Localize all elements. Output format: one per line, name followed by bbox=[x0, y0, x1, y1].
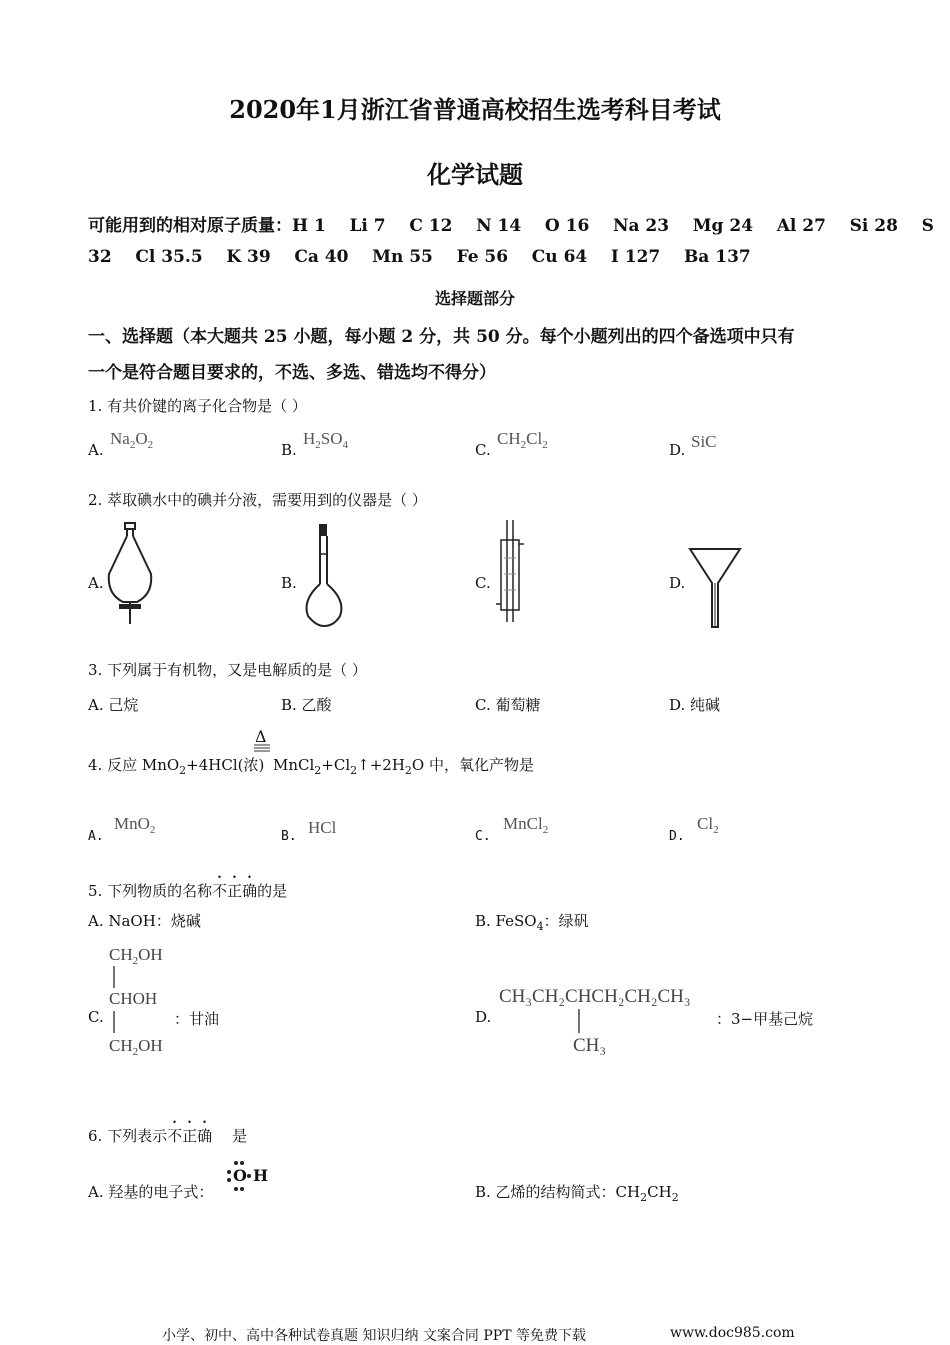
q3-option-c: C. 葡萄糖 bbox=[475, 696, 541, 714]
q4-stem-part-2: $MnCl_2+Cl_2↑+2H_2O$ 中，氧化产物是 bbox=[273, 756, 534, 777]
q1-option-c-formula: $CH_2Cl_2$ bbox=[497, 429, 548, 451]
section-part-title: 选择题部分 bbox=[434, 289, 515, 308]
page-subtitle: 化学试题 bbox=[427, 160, 523, 189]
q1-option-a-label: A. bbox=[88, 441, 104, 459]
q6-stem: 6. 下列表示不正确 是 bbox=[88, 1127, 248, 1145]
q4-option-b-formula: HCl bbox=[308, 818, 337, 837]
methylhexane-branch: CH₃ bbox=[573, 1035, 607, 1056]
q1-option-b-formula: $H_2SO_4$ bbox=[303, 429, 349, 451]
q2-option-d-label: D. bbox=[669, 574, 686, 592]
q4-option-c-formula: MnCl$_2$ bbox=[503, 814, 549, 836]
q1-option-c-label: C. bbox=[475, 441, 491, 459]
q3-option-a: A. 己烷 bbox=[88, 696, 139, 714]
q3-stem: 3. 下列属于有机物，又是电解质的是（ ） bbox=[88, 661, 367, 679]
q5-emphasis: 不正确 bbox=[212, 882, 258, 900]
q3-option-b: B. 乙酸 bbox=[281, 696, 332, 714]
page-title: 2020年1月浙江省普通高校招生选考科目考试 bbox=[229, 95, 721, 124]
hydroxyl-h: H bbox=[253, 1166, 269, 1185]
q6-option-b: B. 乙烯的结构简式：$CH_2CH_2$ bbox=[475, 1183, 679, 1204]
glycerol-line-2: CHOH bbox=[109, 989, 158, 1008]
q4-option-c-label: C. bbox=[475, 829, 491, 844]
q4-option-b-label: B. bbox=[281, 829, 297, 844]
q4-option-a-formula: MnO$_2$ bbox=[114, 814, 156, 836]
q1-option-b-label: B. bbox=[281, 441, 297, 459]
q5-option-c-name: ：甘油 bbox=[174, 1010, 220, 1028]
glycerol-bond-2-icon bbox=[112, 1011, 116, 1035]
q4-heat-condition: Δ bbox=[255, 727, 267, 746]
separatory-funnel-icon bbox=[105, 522, 155, 630]
section-heading-line-1: 一、选择题（本大题共 25 小题，每小题 2 分，共 50 分。每个小题列出的四个备选项中只有 bbox=[88, 327, 795, 347]
q2-option-b-label: B. bbox=[281, 574, 297, 592]
q1-option-a-formula: $Na_2O_2$ bbox=[110, 429, 154, 451]
q2-stem: 2. 萃取碘水中的碘并分液，需要用到的仪器是（ ） bbox=[88, 491, 427, 509]
footer-text: 小学、初中、高中各种试卷真题 知识归纳 文案合同 PPT 等免费下载 bbox=[162, 1328, 586, 1344]
q2-option-c-label: C. bbox=[475, 574, 491, 592]
section-heading-line-2: 一个是符合题目要求的，不选、多选、错选均不得分） bbox=[88, 363, 496, 383]
methylhexane-bond-icon bbox=[577, 1009, 581, 1035]
methylhexane-chain: CH₃CH₂CHCH₂CH₂CH₃ bbox=[499, 986, 691, 1007]
glycerol-bond-1-icon bbox=[112, 966, 116, 990]
q1-option-d-formula: SiC bbox=[691, 432, 717, 451]
q3-option-d: D. 纯碱 bbox=[669, 696, 721, 714]
q5-stem: 5. 下列物质的名称不正确的是 bbox=[88, 882, 288, 900]
atomic-mass-line-2: 32 Cl 35.5 K 39 Ca 40 Mn 55 Fe 56 Cu 64 I 127 Ba 137 bbox=[88, 247, 751, 267]
q5-option-b: B. FeSO$_4$：绿矾 bbox=[475, 912, 589, 933]
reaction-equal-sign-icon bbox=[254, 744, 272, 752]
q4-option-a-label: A. bbox=[88, 829, 104, 844]
q5-option-a: A. NaOH：烧碱 bbox=[88, 912, 201, 930]
glycerol-line-3: $CH_2OH$ bbox=[109, 1036, 163, 1058]
glycerol-line-1: $CH_2OH$ bbox=[109, 945, 163, 967]
q1-option-d-label: D. bbox=[669, 441, 686, 459]
q5-option-d-label: D. bbox=[475, 1008, 492, 1026]
atomic-mass-line-1: 可能用到的相对原子质量：H 1 Li 7 C 12 N 14 O 16 Na 23 Mg 24 Al 27 Si 28 S bbox=[88, 216, 934, 236]
q6-emphasis: 不正确 bbox=[167, 1127, 213, 1145]
q6-option-a-text: A. 羟基的电子式： bbox=[88, 1183, 214, 1201]
q4-stem-part-1: 4. 反应 MnO$_2$+4HCl(浓) bbox=[88, 756, 265, 777]
q1-stem: 1. 有共价键的离子化合物是（ ） bbox=[88, 397, 307, 415]
funnel-icon bbox=[688, 547, 742, 631]
q4-option-d-formula: $Cl_2$ bbox=[697, 814, 719, 836]
hydroxyl-o: O bbox=[233, 1166, 247, 1185]
volumetric-flask-icon bbox=[300, 522, 350, 630]
condenser-icon bbox=[496, 518, 526, 630]
q5-option-d-name: ：3−甲基己烷 bbox=[716, 1010, 814, 1028]
footer-url[interactable]: www.doc985.com bbox=[670, 1325, 795, 1341]
q2-option-a-label: A. bbox=[88, 574, 104, 592]
q5-option-c-label: C. bbox=[88, 1008, 104, 1026]
q4-option-d-label: D. bbox=[669, 829, 685, 844]
